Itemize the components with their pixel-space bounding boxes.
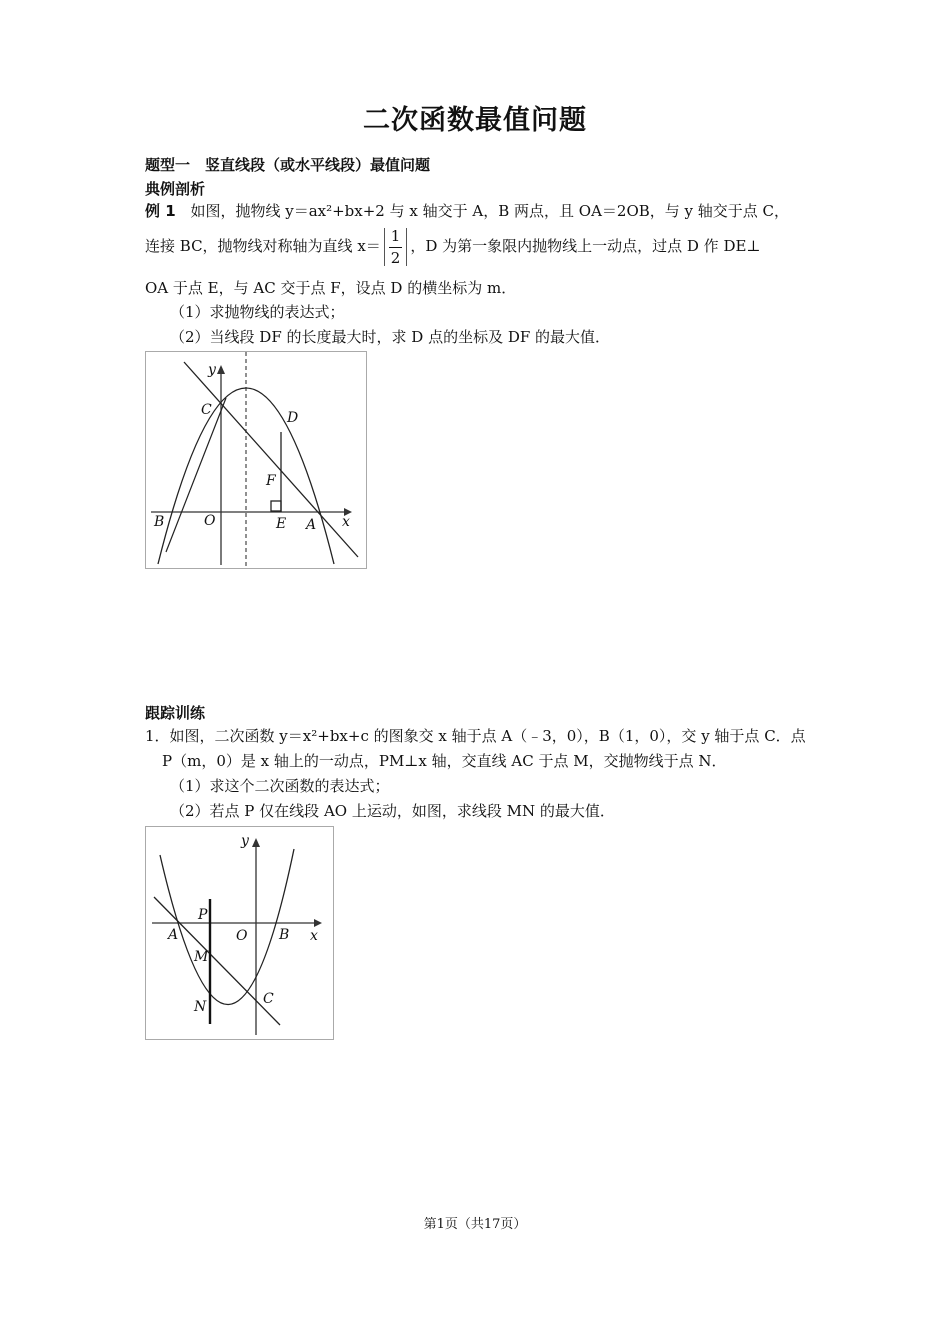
- figure-exercise1-svg: [146, 827, 333, 1039]
- section1-subheading: 典例剖析: [145, 180, 206, 198]
- label-o: O: [204, 513, 216, 529]
- label-x: x: [342, 514, 350, 530]
- label-a: A: [306, 517, 317, 533]
- example1-question1: （1）求抛物线的表达式；: [170, 303, 345, 321]
- label-o: O: [236, 928, 248, 944]
- figure-exercise1: [145, 826, 334, 1040]
- exercise1-line1: 1．如图，二次函数 y＝x²+bx+c 的图象交 x 轴于点 A（﹣3，0），B（1，0），交 y 轴于点 C．点: [145, 727, 806, 745]
- example1-text2b: ，D 为第一象限内抛物线上一动点，过点 D 作 DE⊥: [410, 237, 761, 255]
- exercise1-line2: P（m，0）是 x 轴上的一动点，PM⊥x 轴，交直线 AC 于点 M，交抛物线于点 N．: [162, 752, 727, 770]
- label-y: y: [241, 833, 249, 849]
- x-axis-arrow: [314, 919, 322, 927]
- label-b: B: [154, 514, 165, 530]
- y-axis-arrow: [217, 365, 225, 374]
- example1-line2: [145, 228, 761, 266]
- y-axis-arrow: [252, 838, 260, 847]
- right-angle-mark: [271, 501, 281, 511]
- fraction-denominator: 2: [390, 248, 401, 267]
- page-footer: 第1页（共17页）: [423, 1217, 527, 1232]
- example1-text2a: 连接 BC，抛物线对称轴为直线 x＝: [145, 237, 381, 255]
- example1-line3: OA 于点 E，与 AC 交于点 F，设点 D 的横坐标为 m．: [145, 279, 517, 297]
- figure-example1-svg: [146, 352, 366, 568]
- exercise1-question2: （2）若点 P 仅在线段 AO 上运动，如图，求线段 MN 的最大值．: [170, 802, 615, 820]
- label-b: B: [279, 927, 290, 943]
- label-m: M: [194, 949, 209, 965]
- example1-line1: [145, 202, 789, 222]
- section2-subheading: 跟踪训练: [145, 704, 206, 722]
- label-a: A: [168, 927, 179, 943]
- label-n: N: [194, 999, 207, 1015]
- fraction-numerator: 1: [389, 228, 403, 248]
- figure-example1: [145, 351, 367, 569]
- line-bc: [166, 398, 226, 552]
- example-label: 例 1: [145, 202, 176, 220]
- label-p: P: [198, 907, 208, 923]
- example1-text1: 如图，抛物线 y＝ax²+bx+2 与 x 轴交于 A，B 两点，且 OA＝2OB，与 y 轴交于点 C，: [190, 202, 790, 220]
- label-e: E: [276, 516, 287, 532]
- label-c: C: [201, 402, 212, 418]
- example1-question2: （2）当线段 DF 的长度最大时，求 D 点的坐标及 DF 的最大值．: [170, 328, 611, 346]
- line-ac: [154, 897, 280, 1025]
- page-title: 二次函数最值问题: [363, 105, 587, 136]
- fraction-half: [384, 228, 408, 266]
- section1-heading: 题型一 竖直线段（或水平线段）最值问题: [145, 156, 431, 174]
- label-y: y: [208, 362, 216, 378]
- label-d: D: [287, 410, 299, 426]
- label-f: F: [266, 473, 276, 489]
- parabola: [160, 849, 294, 1005]
- label-x: x: [310, 928, 318, 944]
- label-c: C: [263, 991, 274, 1007]
- exercise1-question1: （1）求这个二次函数的表达式；: [170, 777, 390, 795]
